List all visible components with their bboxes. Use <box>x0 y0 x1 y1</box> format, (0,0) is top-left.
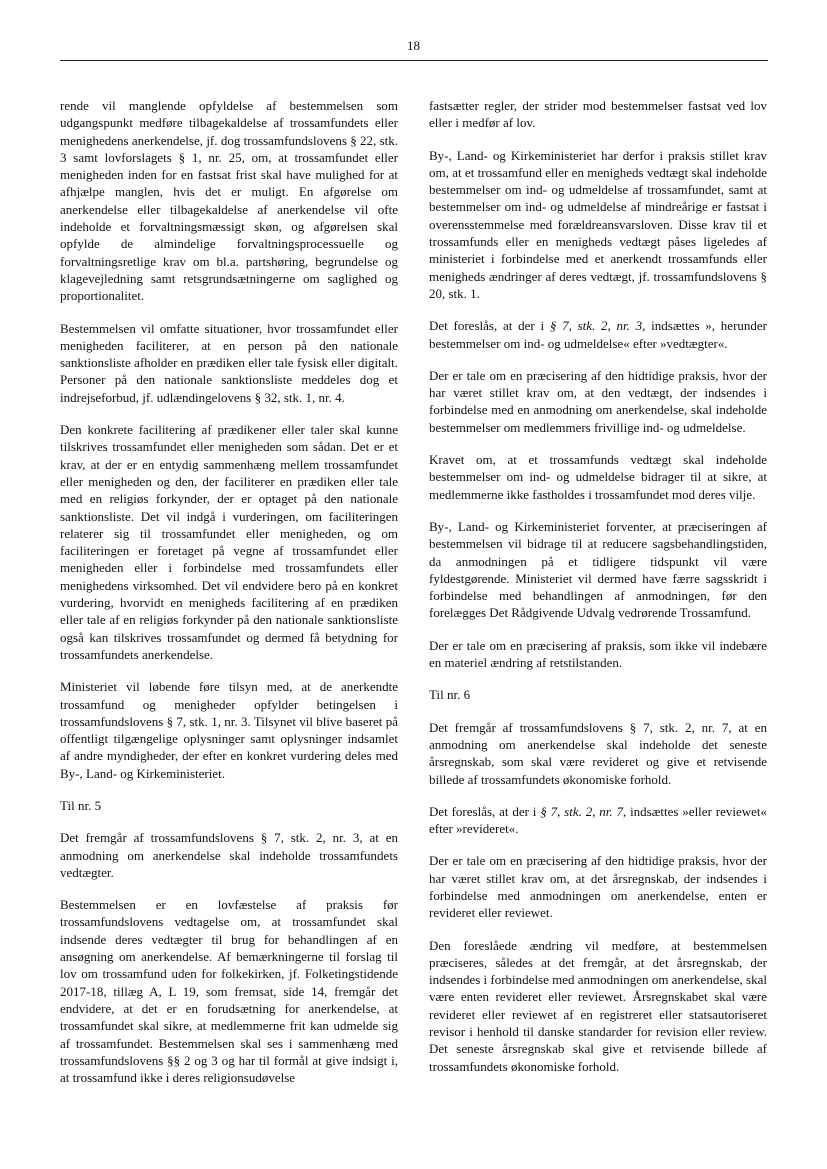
paragraph <box>429 317 767 352</box>
paragraph-text: indsættes »eller reviewet« efter »revideret«. <box>429 803 767 837</box>
section-heading: Til nr. 5 <box>60 797 102 813</box>
paragraph: By-, Land- og Kirkeministeriet har derfor i praksis stillet krav om, at et trossamfund eller en menigheds vedtægt skal indeholde bestemmelser om ind- og udmeldelse af trossamfundet, samt at bestemmelser om ind- og udmeldelse af mindreårige er fastsat i overensstemmelse med forældreansvarsloven. Disse krav til et trossamfunds eller en menigheds vedtægt påses ligeledes af ministeriet i forbindelse med et anerkendt trossamfunds eller menigheds ændringer af deres vedtægt, jf. trossamfundslovens § 20, stk. 1. <box>429 147 767 301</box>
paragraph: Der er tale om en præcisering af praksis, som ikke vil indebære en materiel ændring af retstilstanden. <box>429 637 767 671</box>
paragraph: Det fremgår af trossamfundslovens § 7, stk. 2, nr. 7, at en anmodning om anerkendelse skal indeholde det seneste årsregnskab, som skal være revideret og give et retvisende billede af trossamfundets økonomiske forhold. <box>429 719 767 787</box>
law-reference: § 7, stk. 2, nr. 3, <box>549 318 646 334</box>
paragraph: Ministeriet vil løbende føre tilsyn med, at de anerkendte trossamfund og menigheder opfylder betingelsen i trossamfundslovens § 7, stk. 1, nr. 3. Tilsynet vil blive baseret på offentligt tilgængelige oplysninger samt oplysninger indsamlet af andre myndigheder, der efter en konkret vurdering deles med By-, Land- og Kirkeministeriet. <box>60 679 398 781</box>
paragraph-text: Det foreslås, at der i <box>429 803 541 819</box>
paragraph: Kravet om, at et trossamfunds vedtægt skal indeholde bestemmelser om ind- og udmeldelse bidrager til at sikre, at medlemmerne ikke fastholdes i trossamfundet mod deres vilje. <box>429 452 767 502</box>
paragraph <box>429 803 767 838</box>
right-column <box>429 97 767 1090</box>
section-heading: Til nr. 6 <box>429 687 471 703</box>
paragraph: Det fremgår af trossamfundslovens § 7, stk. 2, nr. 3, at en anmodning om anerkendelse skal indeholde trossamfundets vedtægter. <box>60 830 398 880</box>
paragraph: Der er tale om en præcisering af den hidtidige praksis, hvor der har været stillet krav om, at den vedtægt, der indsendes i forbindelse med en anmodning om anerkendelse, skal indeholde bestemmelser om medlemmers frivillige ind- og udmeldelse. <box>429 367 767 435</box>
paragraph-text: Det foreslås, at der i <box>429 318 550 334</box>
paragraph: Den foreslåede ændring vil medføre, at bestemmelsen præciseres, således at det fremgår, at det årsregnskab, der indsendes i forbindelse med anmodningen om anerkendelse, skal være enten revideret eller reviewet. Årsregnskabet skal være revideret eller reviewet af en registreret eller statsautoriseret revisor i henhold til danske standarder for revision eller review. Det seneste årsregnskab skal give et retvisende billede af trossamfundets økonomiske forhold. <box>429 937 767 1074</box>
paragraph: Den konkrete facilitering af prædikener eller taler skal kunne tilskrives trossamfundet eller menigheden som sådan. Det er et krav, at der er en entydig sammenhæng mellem trossamfundet eller menigheden og den, der faciliterer en prædiken eller tale med en religiøs forkynder, der er optaget på den nationale sanktionsliste. Det vil indgå i vurderingen, om faciliteringen relaterer sig til trossamfundet eller menigheden, og om faciliteringen er foretaget på vegne af trossamfundet eller menigheden eller i forbindelse med trossamfundets eller menighedens virksomhed. Det vil endvidere bero på en konkret vurdering, hvorvidt en menigheds facilitering af en prædiken eller tale af en religiøs forkynder på den nationale sanktionsliste også kan tilskrives trossamfundet og dermed få betydning for trossamfundets anerkendelse. <box>60 422 398 662</box>
paragraph: Der er tale om en præcisering af den hidtidige praksis, hvor der har været stillet krav om, at det årsregnskab, der indsendes i forbindelse med anmodningen om anerkendelse, enten er revideret eller reviewet. <box>429 853 767 921</box>
paragraph: Bestemmelsen er en lovfæstelse af praksis før trossamfundslovens vedtagelse om, at trossamfundet skal indsende deres vedtægter til brug for behandlingen af en ansøgning om anerkendelse. Af bemærkningerne til forslag til lov om trossamfund uden for folkekirken, jf. Folketingstidende 2017-18, tillæg A, L 19, som fremsat, side 14, fremgår det endvidere, at det er en forudsætning for anerkendelse, at trossamfundet skal sikre, at medlemmerne frit kan udmelde sig af trossamfundet. Bestemmelsen skal ses i sammenhæng med trossamfundslovens §§ 2 og 3 og har til formål at give indsigt i, at trossamfund ikke i deres religionsudøvelse <box>60 897 398 1086</box>
law-reference: § 7, stk. 2, nr. 7, <box>540 803 627 819</box>
paragraph: fastsætter regler, der strider mod bestemmelser fastsat ved lov eller i medfør af lov. <box>429 98 767 131</box>
paragraph: Bestemmelsen vil omfatte situationer, hvor trossamfundet eller menigheden faciliterer, at en person på den nationale sanktionsliste afholder en prædiken eller tale fysisk eller digitalt. Personer på den nationale sanktionsliste meddeles dog et indrejseforbud, jf. udlændingelovens § 32, stk. 1, nr. 4. <box>60 320 398 405</box>
left-column <box>60 97 398 1101</box>
paragraph: By-, Land- og Kirkeministeriet forventer, at præciseringen af bestemmelsen vil bidrage til at reducere sagsbehandlingstiden, da anmodningen på et tidligere tidspunkt vil være fyldestgørende. Ministeriet vil dermed have færre sagsskridt i forbindelse med behandlingen af anmodningen, før den forelægges Det Rådgivende Udvalg vedrørende Trossamfund. <box>429 518 767 621</box>
header-rule <box>60 60 768 61</box>
page-number: 18 <box>407 38 420 53</box>
paragraph-text: indsættes », herunder bestemmelser om ind- og udmeldelse« efter »vedtægter«. <box>429 318 767 351</box>
paragraph: rende vil manglende opfyldelse af bestemmelsen som udgangspunkt medføre tilbagekaldelse af trossamfundets eller menighedens anerkendelse, jf. dog trossamfundslovens § 22, stk. 3 samt lovforslagets § 1, nr. 25, om, at trossamfundet eller menigheden inden for en fastsat frist skal have mulighed for at afhjælpe manglen, hvis det er muligt. En afgørelse om anerkendelse eller tilbagekaldelse af anerkendelse vil ofte indeholde et forvaltningsmæssigt skøn, og afgørelsen skal opfylde de almindelige forvaltningsprocessuelle og forvaltningsretlige krav om bl.a. partshøring, begrundelse og klagevejledning samt retsgrundsætningerne om saglighed og proportionalitet. <box>60 98 398 304</box>
